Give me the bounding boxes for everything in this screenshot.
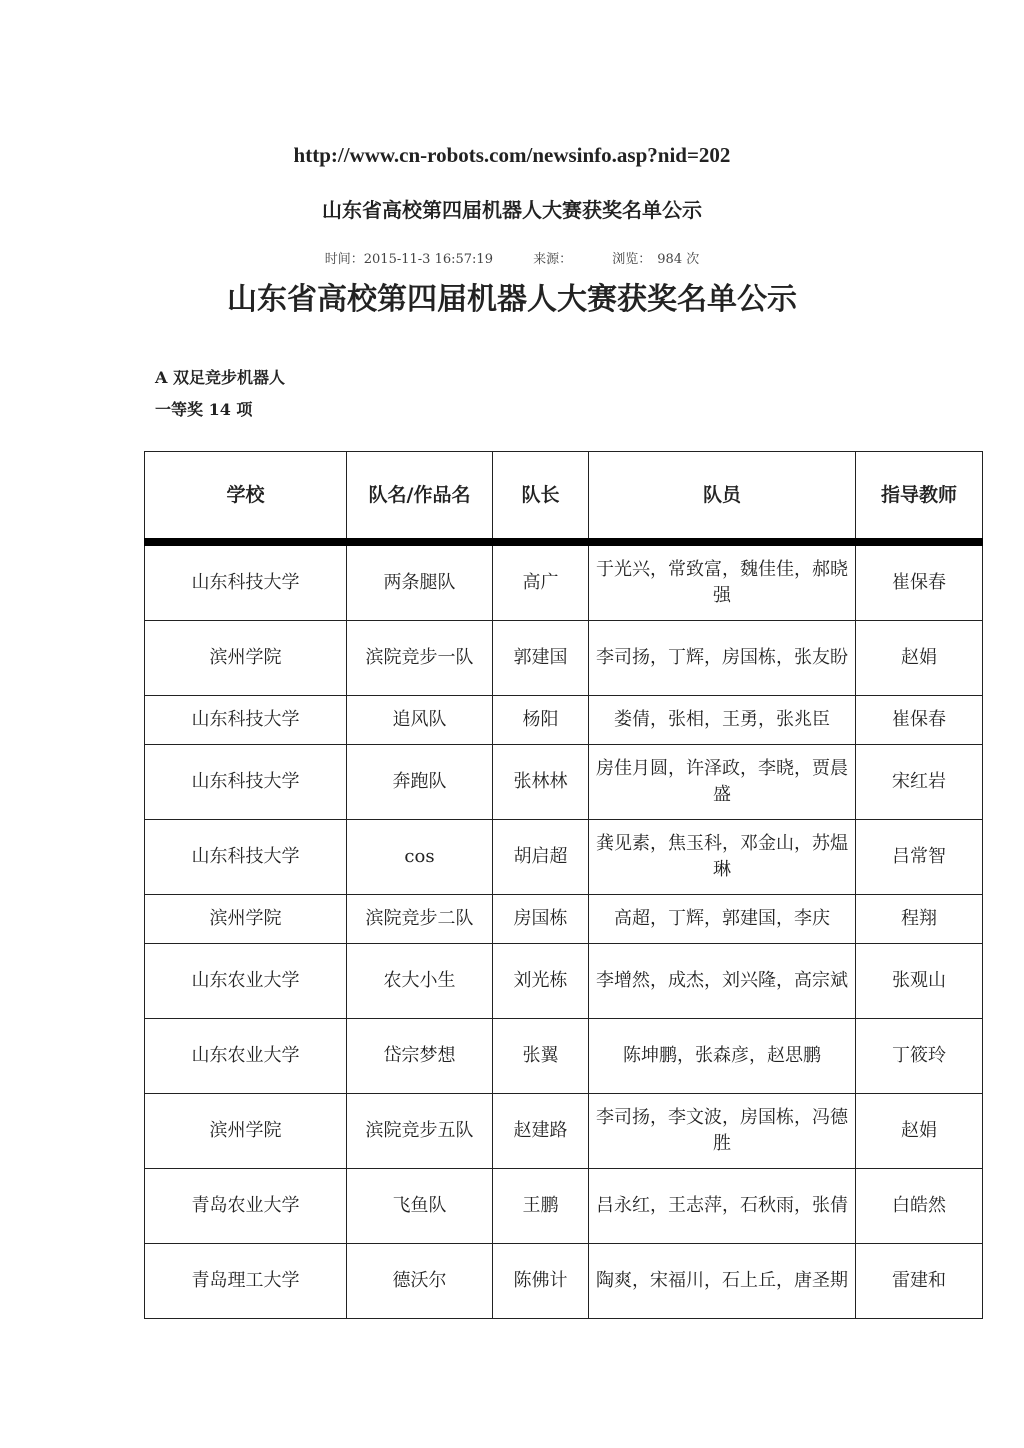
cell-members: 房佳月圆，许泽政，李晓，贾晨盛 <box>589 745 856 820</box>
results-table <box>144 451 983 1319</box>
cell-team: 农大小生 <box>347 944 493 1019</box>
cell-members: 陶爽，宋福川，石上丘，唐圣期 <box>589 1244 856 1319</box>
page-subtitle: 山东省高校第四届机器人大赛获奖名单公示 <box>322 198 702 222</box>
table-row <box>145 542 983 621</box>
cell-school: 山东农业大学 <box>145 944 347 1019</box>
header-captain: 队长 <box>493 452 589 543</box>
cell-members: 高超，丁辉，郭建国，李庆 <box>589 895 856 944</box>
cell-captain: 胡启超 <box>493 820 589 895</box>
cell-school: 滨州学院 <box>145 895 347 944</box>
cell-team: 德沃尔 <box>347 1244 493 1319</box>
table-row <box>145 944 983 1019</box>
cell-school: 滨州学院 <box>145 621 347 696</box>
cell-school: 山东科技大学 <box>145 745 347 820</box>
cell-advisor: 宋红岩 <box>856 745 983 820</box>
cell-school: 山东科技大学 <box>145 696 347 745</box>
cell-members: 李司扬，李文波，房国栋，冯德胜 <box>589 1094 856 1169</box>
cell-captain: 刘光栋 <box>493 944 589 1019</box>
header-team: 队名/作品名 <box>347 452 493 543</box>
cell-captain: 高广 <box>493 542 589 621</box>
cell-advisor: 崔保春 <box>856 696 983 745</box>
source-url: http://www.cn-robots.com/newsinfo.asp?nid=202 <box>293 143 731 167</box>
cell-school: 青岛农业大学 <box>145 1169 347 1244</box>
cell-members: 李增然，成杰，刘兴隆，高宗斌 <box>589 944 856 1019</box>
page-title: 山东省高校第四届机器人大赛获奖名单公示 <box>227 282 797 317</box>
table-row <box>145 1169 983 1244</box>
cell-advisor: 张观山 <box>856 944 983 1019</box>
cell-advisor: 吕常智 <box>856 820 983 895</box>
article-meta <box>0 248 1024 267</box>
table-row <box>145 1094 983 1169</box>
cell-team: 奔跑队 <box>347 745 493 820</box>
table-row <box>145 1244 983 1319</box>
table-row <box>145 745 983 820</box>
cell-members: 于光兴，常致富，魏佳佳，郝晓强 <box>589 542 856 621</box>
publish-time: 时间：2015-11-3 16:57:19 <box>324 252 493 267</box>
header-school: 学校 <box>145 452 347 543</box>
cell-captain: 房国栋 <box>493 895 589 944</box>
award-heading: 一等奖 14 项 <box>155 400 253 419</box>
cell-members: 吕永红，王志萍，石秋雨，张倩 <box>589 1169 856 1244</box>
cell-captain: 王鹏 <box>493 1169 589 1244</box>
table-header-row <box>145 452 983 543</box>
header-members: 队员 <box>589 452 856 543</box>
cell-advisor: 白皓然 <box>856 1169 983 1244</box>
cell-team: 滨院竞步五队 <box>347 1094 493 1169</box>
views-label: 浏览： 984 次 <box>612 252 700 267</box>
cell-members: 娄倩，张相，王勇，张兆臣 <box>589 696 856 745</box>
cell-school: 山东农业大学 <box>145 1019 347 1094</box>
cell-advisor: 赵娟 <box>856 1094 983 1169</box>
table-row <box>145 820 983 895</box>
views-count: 984 次 <box>657 252 700 267</box>
cell-team: 滨院竞步二队 <box>347 895 493 944</box>
header-advisor: 指导教师 <box>856 452 983 543</box>
cell-school: 山东科技大学 <box>145 542 347 621</box>
cell-advisor: 丁筱玲 <box>856 1019 983 1094</box>
cell-team: cos <box>347 820 493 895</box>
cell-team: 飞鱼队 <box>347 1169 493 1244</box>
source-label: 来源： <box>533 252 573 267</box>
cell-captain: 张林林 <box>493 745 589 820</box>
cell-team: 岱宗梦想 <box>347 1019 493 1094</box>
category-heading: A 双足竞步机器人 <box>155 368 285 387</box>
cell-captain: 张翼 <box>493 1019 589 1094</box>
cell-captain: 陈佛计 <box>493 1244 589 1319</box>
cell-members: 陈坤鹏，张森彦，赵思鹏 <box>589 1019 856 1094</box>
cell-members: 龚见素，焦玉科，邓金山，苏煴琳 <box>589 820 856 895</box>
cell-captain: 赵建路 <box>493 1094 589 1169</box>
table-row <box>145 696 983 745</box>
cell-team: 两条腿队 <box>347 542 493 621</box>
cell-school: 滨州学院 <box>145 1094 347 1169</box>
cell-members: 李司扬，丁辉，房国栋，张友盼 <box>589 621 856 696</box>
cell-school: 山东科技大学 <box>145 820 347 895</box>
table-row <box>145 1019 983 1094</box>
cell-captain: 郭建国 <box>493 621 589 696</box>
cell-advisor: 雷建和 <box>856 1244 983 1319</box>
cell-advisor: 赵娟 <box>856 621 983 696</box>
cell-school: 青岛理工大学 <box>145 1244 347 1319</box>
cell-team: 追风队 <box>347 696 493 745</box>
cell-captain: 杨阳 <box>493 696 589 745</box>
table-row <box>145 621 983 696</box>
cell-team: 滨院竞步一队 <box>347 621 493 696</box>
cell-advisor: 崔保春 <box>856 542 983 621</box>
table-row <box>145 895 983 944</box>
cell-advisor: 程翔 <box>856 895 983 944</box>
